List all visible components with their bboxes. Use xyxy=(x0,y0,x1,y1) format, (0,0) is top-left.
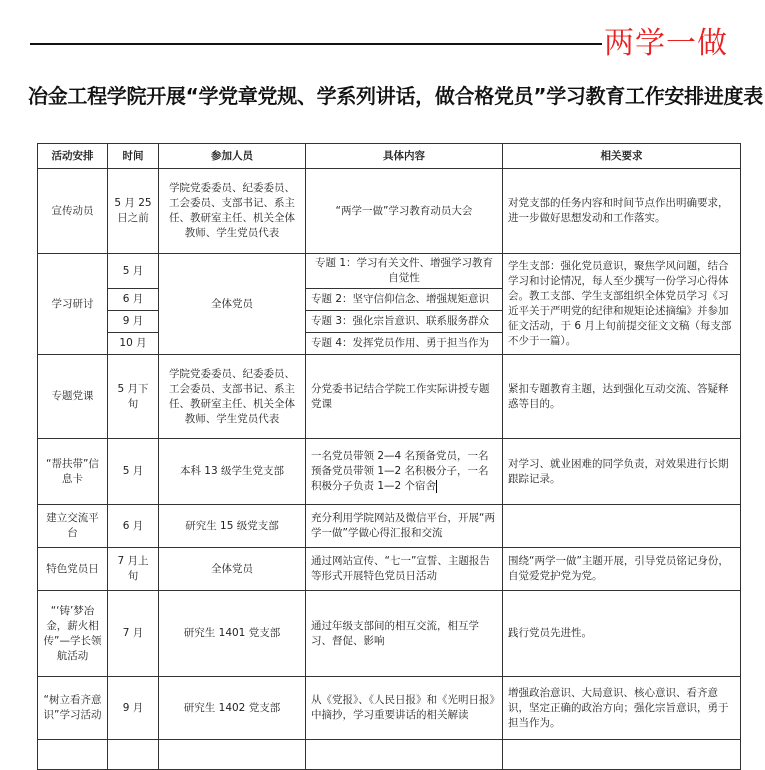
time-cell: 7 月 xyxy=(108,591,159,677)
page-title: 冶金工程学院开展“学党章党规、学系列讲话，做合格党员”学习教育工作安排进度表 xyxy=(28,84,763,108)
table-header-row xyxy=(38,144,741,169)
time-cell: 5 月 xyxy=(108,439,159,505)
requirement-cell: 对党支部的任务内容和时间节点作出明确要求，进一步做好思想发动和工作落实。 xyxy=(503,169,741,254)
header-time: 时间 xyxy=(108,144,159,169)
header-rule xyxy=(30,43,602,45)
requirement-cell: 围绕“两学一做”主题开展，引导党员铭记身份，自觉爱党护党为党。 xyxy=(503,548,741,591)
requirement-cell: 践行党员先进性。 xyxy=(503,591,741,677)
people-cell: 研究生 1402 党支部 xyxy=(159,677,306,740)
requirement-cell xyxy=(503,505,741,548)
header-people: 参加人员 xyxy=(159,144,306,169)
table-row xyxy=(38,591,741,677)
content-cell: 分党委书记结合学院工作实际讲授专题党课 xyxy=(306,355,503,439)
content-cell: “两学一做”学习教育动员大会 xyxy=(306,169,503,254)
people-cell: 学院党委委员、纪委委员、工会委员、支部书记、系主任、教研室主任、机关全体教师、学生党员代表 xyxy=(159,355,306,439)
header-requirements: 相关要求 xyxy=(503,144,741,169)
people-cell: 本科 13 级学生党支部 xyxy=(159,439,306,505)
table-row xyxy=(38,740,741,770)
activity-cell: 建立交流平台 xyxy=(38,505,108,548)
time-cell: 9 月 xyxy=(108,677,159,740)
content-cell: 专题 4：发挥党员作用、勇于担当作为 xyxy=(306,333,503,355)
time-cell: 9 月 xyxy=(108,311,159,333)
people-cell: 学院党委委员、纪委委员、工会委员、支部书记、系主任、教研室主任、机关全体教师、学生党员代表 xyxy=(159,169,306,254)
requirement-cell: 增强政治意识、大局意识、核心意识、看齐意识，坚定正确的政治方向；强化宗旨意识，勇于担当作为。 xyxy=(503,677,741,740)
activity-cell: 宣传动员 xyxy=(38,169,108,254)
time-cell: 7 月上旬 xyxy=(108,548,159,591)
activity-cell: “帮扶带”信息卡 xyxy=(38,439,108,505)
empty-cell xyxy=(306,740,503,770)
requirement-cell: 对学习、就业困难的同学负责，对效果进行长期跟踪记录。 xyxy=(503,439,741,505)
content-text: 一名党员带领 2—4 名预备党员，一名预备党员带领 1—2 名积极分子，一名积极分子负责 1—2 个宿舍 xyxy=(311,450,489,492)
brand-logo-text: 两学一做 xyxy=(604,26,728,61)
activity-cell: 专题党课 xyxy=(38,355,108,439)
empty-cell xyxy=(108,740,159,770)
content-cell: 通过网站宣传、“七一”宣誓、主题报告等形式开展特色党员日活动 xyxy=(306,548,503,591)
empty-cell xyxy=(159,740,306,770)
people-cell: 全体党员 xyxy=(159,254,306,355)
empty-cell xyxy=(38,740,108,770)
text-cursor xyxy=(436,480,437,493)
content-cell: 通过年级支部间的相互交流，相互学习、督促、影响 xyxy=(306,591,503,677)
requirement-cell: 学生支部：强化党员意识，聚焦学风问题，结合学习和讨论情况，每人至少撰写一份学习心得体会。教工支部、学生支部组织全体党员学习《习近平关于严明党的纪律和规矩论述摘编》并参加征文活动，于 6 月上旬前提交征文文稿（每支部不少于一篇）。 xyxy=(503,254,741,355)
table-row xyxy=(38,548,741,591)
time-cell: 5 月下旬 xyxy=(108,355,159,439)
people-cell: 研究生 1401 党支部 xyxy=(159,591,306,677)
table-row xyxy=(38,439,741,505)
content-cell[interactable] xyxy=(306,439,503,505)
activity-cell: “‘铸’梦冶金，薪火相传”—学长领航活动 xyxy=(38,591,108,677)
empty-cell xyxy=(503,740,741,770)
content-cell: 专题 3：强化宗旨意识、联系服务群众 xyxy=(306,311,503,333)
header-content: 具体内容 xyxy=(306,144,503,169)
time-cell: 5 月 xyxy=(108,254,159,289)
schedule-table xyxy=(37,143,741,770)
time-cell: 6 月 xyxy=(108,505,159,548)
content-cell: 充分利用学院网站及微信平台，开展“两学一做”学做心得汇报和交流 xyxy=(306,505,503,548)
table-row xyxy=(38,505,741,548)
time-cell: 5 月 25 日之前 xyxy=(108,169,159,254)
table-row xyxy=(38,169,741,254)
activity-cell: “树立看齐意识”学习活动 xyxy=(38,677,108,740)
table-row xyxy=(38,355,741,439)
activity-cell: 特色党员日 xyxy=(38,548,108,591)
content-cell: 专题 2：坚守信仰信念、增强规矩意识 xyxy=(306,289,503,311)
content-cell: 从《党报》、《人民日报》和《光明日报》中摘抄，学习重要讲话的相关解读 xyxy=(306,677,503,740)
header-activity: 活动安排 xyxy=(38,144,108,169)
content-cell: 专题 1：学习有关文件、增强学习教育自觉性 xyxy=(306,254,503,289)
activity-cell: 学习研讨 xyxy=(38,254,108,355)
people-cell: 研究生 15 级党支部 xyxy=(159,505,306,548)
table-row xyxy=(38,677,741,740)
people-cell: 全体党员 xyxy=(159,548,306,591)
table-row xyxy=(38,254,741,289)
time-cell: 6 月 xyxy=(108,289,159,311)
requirement-cell: 紧扣专题教育主题，达到强化互动交流、答疑释惑等目的。 xyxy=(503,355,741,439)
time-cell: 10 月 xyxy=(108,333,159,355)
